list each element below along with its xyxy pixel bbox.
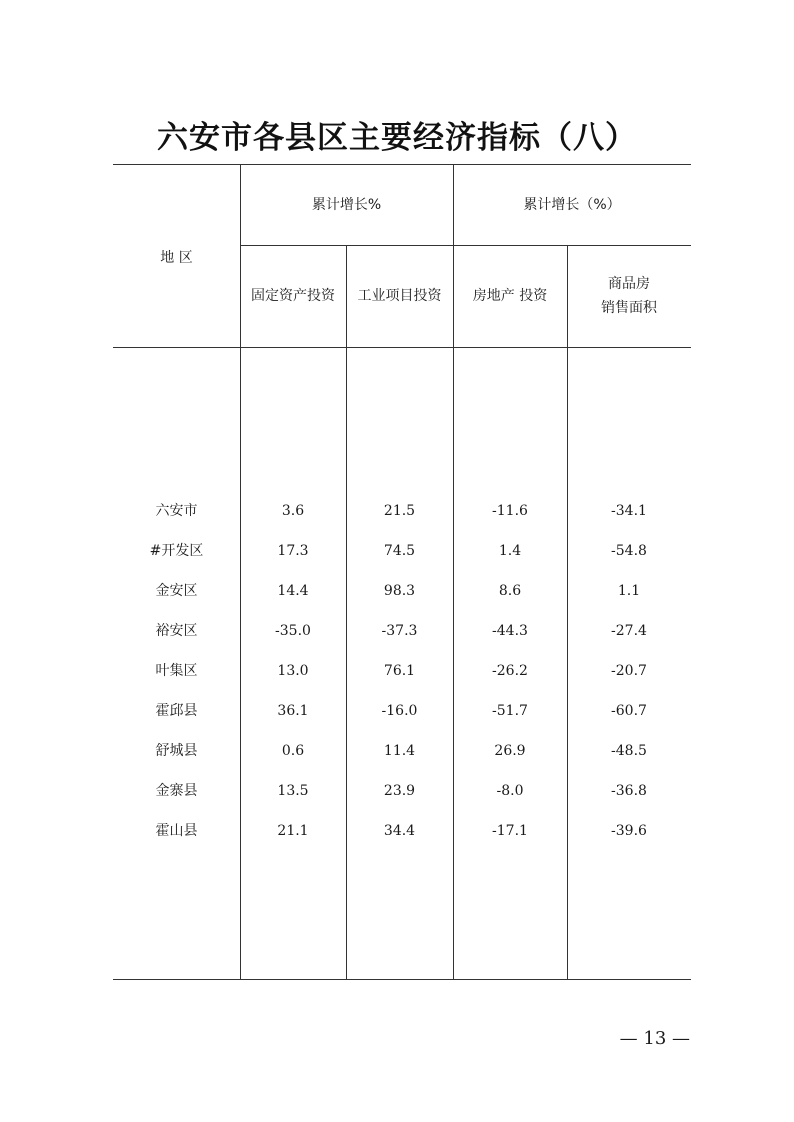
- page-title: 六安市各县区主要经济指标（八）: [157, 120, 637, 156]
- table-bottom-rule: [113, 979, 691, 980]
- header-group-2: 累计增长（%）: [523, 196, 621, 213]
- table-cell: -11.6: [492, 503, 528, 519]
- table-cell: -26.2: [492, 663, 528, 679]
- row-region-label: 霍山县: [155, 823, 198, 839]
- table-cell: 13.0: [277, 663, 309, 679]
- table-cell: 14.4: [277, 583, 309, 599]
- table-cell: 26.9: [494, 743, 526, 759]
- table-cell: 21.5: [383, 503, 416, 519]
- row-region-label: 舒城县: [155, 743, 198, 759]
- header-industrial-project-investment: 工业项目投资: [357, 288, 442, 304]
- table-cell: 0.6: [281, 743, 305, 759]
- row-region-label: #开发区: [149, 543, 204, 559]
- table-cell: -54.8: [611, 543, 647, 559]
- table-cell: -27.4: [611, 623, 647, 639]
- table-cell: -37.3: [381, 623, 418, 639]
- table-cell: 13.5: [277, 783, 309, 799]
- table-cell: 3.6: [281, 503, 305, 519]
- header-housing-sales-area: [567, 245, 691, 347]
- table-cell: -39.6: [611, 823, 647, 839]
- table-cell: -16.0: [381, 703, 418, 719]
- header-fixed-asset-investment: 固定资产投资: [251, 288, 335, 304]
- header-real-estate-investment: 房地产 投资: [472, 288, 548, 304]
- row-region-label: 六安市: [155, 503, 198, 519]
- row-region-label: 叶集区: [155, 663, 198, 679]
- row-region-label: 金安区: [155, 583, 198, 599]
- table-cell: 74.5: [383, 543, 416, 559]
- table-cell: 23.9: [383, 783, 416, 799]
- table-cell: -44.3: [492, 623, 528, 639]
- col-divider-4: [567, 245, 568, 980]
- table-cell: 1.1: [617, 583, 641, 599]
- table-cell: 76.1: [383, 663, 416, 679]
- table-cell: 98.3: [383, 583, 416, 599]
- table-cell: -36.8: [611, 783, 647, 799]
- header-housing-sales-area-line1: 商品房: [608, 276, 650, 292]
- table-cell: 1.4: [498, 543, 522, 559]
- table-cell: -20.7: [611, 663, 647, 679]
- row-region-label: 金寨县: [155, 783, 198, 799]
- header-bottom-rule: [113, 347, 691, 348]
- table-cell: 36.1: [277, 703, 309, 719]
- header-region: 地 区: [160, 250, 193, 266]
- table-cell: -48.5: [611, 743, 647, 759]
- header-group-1: 累计增长%: [311, 196, 382, 213]
- table-cell: 34.4: [383, 823, 416, 839]
- table-cell: 17.3: [277, 543, 309, 559]
- row-region-label: 裕安区: [155, 623, 198, 639]
- table-cell: -35.0: [275, 623, 311, 639]
- row-region-label: 霍邱县: [155, 703, 198, 719]
- col-divider-2: [346, 245, 347, 980]
- table-cell: -60.7: [611, 703, 647, 719]
- table-cell: 8.6: [498, 583, 522, 599]
- table-cell: -34.1: [611, 503, 647, 519]
- page-number: — 13 —: [619, 1028, 690, 1049]
- table-cell: -8.0: [496, 783, 524, 799]
- table-cell: -17.1: [492, 823, 528, 839]
- table-cell: 21.1: [277, 823, 309, 839]
- table-cell: 11.4: [383, 743, 416, 759]
- header-housing-sales-area-line2: 销售面积: [601, 300, 657, 316]
- table-cell: -51.7: [492, 703, 528, 719]
